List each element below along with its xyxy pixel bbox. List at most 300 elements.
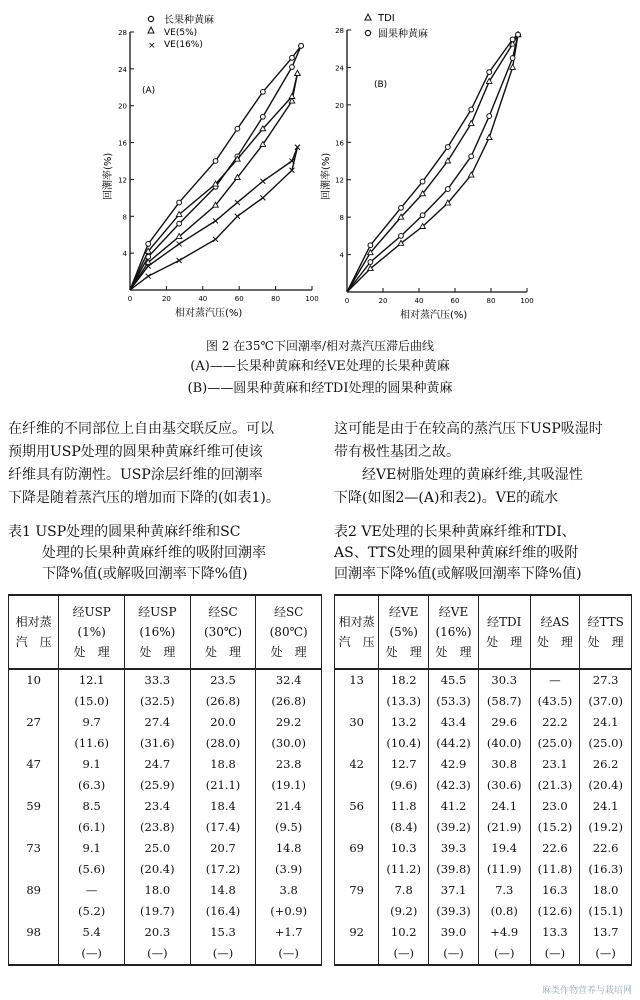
- data-point: [368, 243, 373, 248]
- table-cell: (16.3): [580, 859, 632, 880]
- legend-circle-marker: [148, 16, 153, 21]
- table-cell: (—): [190, 943, 256, 965]
- header-text: 汽 压: [338, 635, 375, 649]
- table-cell: 5.4: [59, 922, 125, 943]
- data-point: [510, 64, 516, 69]
- table-cell: (3.9): [256, 859, 322, 880]
- y-tick-label: 24: [118, 65, 127, 74]
- y-tick-label: 8: [339, 214, 344, 223]
- table-cell: 30.8: [478, 754, 530, 775]
- table1-caption: [8, 522, 326, 585]
- table-cell: [9, 691, 59, 712]
- table-cell: 42.9: [429, 754, 479, 775]
- table-row: [9, 754, 322, 775]
- y-tick-label: 20: [118, 102, 127, 111]
- table-cell: (10.4): [379, 733, 429, 754]
- panel-b-xlabel: 相对蒸汽压(%): [400, 310, 468, 321]
- table-cell: [335, 859, 379, 880]
- table-cell: (—): [429, 943, 479, 965]
- x-tick-label: 20: [378, 297, 388, 305]
- table-cell: 24.1: [580, 796, 632, 817]
- table-cell: 7.3: [478, 880, 530, 901]
- table-row: [9, 733, 322, 754]
- table-row: [335, 943, 632, 965]
- table-cell: 24.7: [125, 754, 191, 775]
- table-cell: (30.0): [256, 733, 322, 754]
- table1-caption-line: 处理的长果种黄麻纤维的吸附回潮率: [42, 545, 266, 561]
- header-text: 经VE: [438, 605, 469, 619]
- table-cell: (19.1): [256, 775, 322, 796]
- y-tick-label: 16: [335, 139, 344, 148]
- header-text: 处 理: [536, 635, 573, 649]
- table-cell: 11.8: [379, 796, 429, 817]
- body-line: 纤维具有防潮性。USP涂层纤维的回潮率: [8, 467, 263, 483]
- header-text: 经USP: [72, 605, 111, 619]
- table2-caption-line: 回潮率下降%值(或解吸回潮率下降%值): [334, 566, 582, 582]
- table-cell: —: [530, 669, 580, 691]
- table-cell: 9.1: [59, 754, 125, 775]
- table-cell: 26.2: [580, 754, 632, 775]
- table-cell: [335, 943, 379, 965]
- legend-b-0: TDI: [378, 13, 395, 24]
- data-point: [510, 37, 515, 42]
- header-text: 经SC: [208, 605, 238, 619]
- data-point: [487, 70, 492, 75]
- data-point: [290, 65, 295, 70]
- data-point: [486, 135, 492, 140]
- table-cell: 89: [9, 880, 59, 901]
- table-row: [335, 859, 632, 880]
- table-cell: 23.1: [530, 754, 580, 775]
- table-cell: (25.0): [580, 733, 632, 754]
- x-tick-label: 0: [127, 295, 133, 303]
- table-cell: 16.3: [530, 880, 580, 901]
- table-cell: 22.2: [530, 712, 580, 733]
- table-cell: (17.4): [190, 817, 256, 838]
- table-cell: +4.9: [478, 922, 530, 943]
- table-header-cell: [190, 595, 256, 669]
- body-text-left: [8, 418, 324, 510]
- table-cell: (40.0): [478, 733, 530, 754]
- table-cell: 20.0: [190, 712, 256, 733]
- table-cell: 19.4: [478, 838, 530, 859]
- table-cell: 13: [335, 669, 379, 691]
- data-point: [235, 200, 240, 205]
- table-cell: 56: [335, 796, 379, 817]
- table-cell: (26.8): [256, 691, 322, 712]
- data-point: [399, 233, 404, 238]
- table-cell: (21.9): [478, 817, 530, 838]
- table-row: [9, 712, 322, 733]
- header-text: 处 理: [385, 645, 422, 659]
- table-cell: 15.3: [190, 922, 256, 943]
- table-cell: (39.3): [429, 901, 479, 922]
- y-tick-label: 8: [122, 213, 127, 222]
- header-text: (30℃): [203, 625, 243, 639]
- y-tick-label: 4: [122, 250, 127, 259]
- table1-caption-line: 表1 USP处理的圆果种黄麻纤维和SC: [8, 524, 241, 540]
- data-point: [469, 154, 474, 159]
- x-tick-label: 40: [414, 297, 424, 305]
- table-cell: +1.7: [256, 922, 322, 943]
- table-cell: [335, 733, 379, 754]
- panel-b-ylabel: 回潮率(%): [321, 152, 332, 200]
- table-cell: 41.2: [429, 796, 479, 817]
- table-cell: 18.4: [190, 796, 256, 817]
- table-cell: (0.8): [478, 901, 530, 922]
- table-cell: (—): [580, 943, 632, 965]
- legend-circle-marker: [365, 30, 370, 35]
- table-cell: (32.5): [125, 691, 191, 712]
- table-cell: (11.2): [379, 859, 429, 880]
- table-row: [335, 775, 632, 796]
- data-point: [177, 200, 182, 205]
- x-tick-label: 100: [520, 297, 534, 305]
- table-cell: (5.6): [59, 859, 125, 880]
- table-cell: 29.6: [478, 712, 530, 733]
- header-text: 经TDI: [487, 615, 522, 629]
- header-text: (16%): [435, 625, 472, 639]
- table-cell: (—): [256, 943, 322, 965]
- table-row: [9, 880, 322, 901]
- table-header-cell: [335, 595, 379, 669]
- table-cell: (—): [530, 943, 580, 965]
- table-cell: (+0.9): [256, 901, 322, 922]
- table-cell: (—): [478, 943, 530, 965]
- header-text: (80℃): [269, 625, 308, 639]
- table-cell: 27: [9, 712, 59, 733]
- series-line: [130, 46, 301, 290]
- data-point: [487, 114, 492, 119]
- table-row: [9, 922, 322, 943]
- data-point: [235, 214, 240, 219]
- series-line: [130, 46, 301, 290]
- table-cell: (20.4): [125, 859, 191, 880]
- table-header-cell: [429, 595, 479, 669]
- data-point: [468, 172, 474, 177]
- table-cell: (39.8): [429, 859, 479, 880]
- table-cell: 47: [9, 754, 59, 775]
- data-point: [510, 56, 515, 61]
- table-cell: 73: [9, 838, 59, 859]
- table-cell: (23.8): [125, 817, 191, 838]
- table-cell: 29.2: [256, 712, 322, 733]
- y-tick-label: 20: [335, 101, 344, 110]
- table-cell: (39.2): [429, 817, 479, 838]
- table-cell: 27.3: [580, 669, 632, 691]
- table-cell: (6.3): [59, 775, 125, 796]
- y-tick-label: 4: [339, 251, 344, 260]
- figure-caption-a: (A)——长果种黄麻和经VE处理的长果种黄麻: [190, 359, 450, 374]
- header-text: (1%): [77, 625, 106, 639]
- table2-caption-line: AS、TTS处理的圆果种黄麻纤维的吸附: [334, 545, 579, 561]
- legend-triangle-marker: [148, 27, 154, 33]
- panel-b-label: (B): [374, 80, 388, 90]
- table-cell: (6.1): [59, 817, 125, 838]
- table-row: [335, 733, 632, 754]
- table-cell: (—): [59, 943, 125, 965]
- table-cell: (11.6): [59, 733, 125, 754]
- table-cell: 37.1: [429, 880, 479, 901]
- table-cell: 30.3: [478, 669, 530, 691]
- table-cell: (19.2): [580, 817, 632, 838]
- table-cell: (17.2): [190, 859, 256, 880]
- table-cell: 18.0: [580, 880, 632, 901]
- header-text: 处 理: [270, 645, 307, 659]
- y-tick-label: 16: [118, 139, 127, 148]
- table-cell: 14.8: [256, 838, 322, 859]
- table-cell: 10.3: [379, 838, 429, 859]
- table-cell: (31.6): [125, 733, 191, 754]
- table-cell: (9.5): [256, 817, 322, 838]
- table-cell: 45.5: [429, 669, 479, 691]
- table-cell: 27.4: [125, 712, 191, 733]
- header-text: 处 理: [435, 645, 472, 659]
- table-row: [335, 669, 632, 691]
- panel-b-legend: [365, 13, 428, 40]
- table-cell: [9, 733, 59, 754]
- body-line: 这可能是由于在较高的蒸汽压下USP吸湿时: [334, 421, 603, 437]
- figure-caption-title: 图 2 在35℃下回潮率/相对蒸汽压滞后曲线: [205, 339, 434, 353]
- header-text: 处 理: [204, 645, 241, 659]
- table-cell: 20.7: [190, 838, 256, 859]
- table-cell: 12.1: [59, 669, 125, 691]
- data-point: [260, 195, 265, 200]
- table-cell: [335, 817, 379, 838]
- table-header-cell: [478, 595, 530, 669]
- legend-triangle-marker: [365, 14, 371, 20]
- table-cell: 39.0: [429, 922, 479, 943]
- table-header-cell: [9, 595, 59, 669]
- y-tick-label: 12: [118, 176, 127, 185]
- table-cell: 92: [335, 922, 379, 943]
- data-point: [420, 213, 425, 218]
- header-text: 处 理: [73, 645, 110, 659]
- table-cell: 10: [9, 669, 59, 691]
- data-point: [420, 179, 425, 184]
- data-point: [146, 242, 151, 247]
- body-line: 预期用USP处理的圆果种黄麻纤维可使该: [8, 444, 263, 460]
- legend-a-1: VE(5%): [164, 28, 198, 38]
- table-header-cell: [379, 595, 429, 669]
- legend-cross-marker: ×: [148, 41, 156, 51]
- table-row: [9, 796, 322, 817]
- x-tick-label: 80: [486, 297, 496, 305]
- table-row: [9, 859, 322, 880]
- table-cell: 23.4: [125, 796, 191, 817]
- table-row: [9, 691, 322, 712]
- table-cell: (21.3): [530, 775, 580, 796]
- table-cell: 24.1: [580, 712, 632, 733]
- x-tick-label: 60: [234, 295, 244, 303]
- table-cell: 59: [9, 796, 59, 817]
- table-cell: 23.0: [530, 796, 580, 817]
- table-cell: (43.5): [530, 691, 580, 712]
- data-point: [295, 70, 301, 75]
- y-tick-label: 12: [335, 176, 344, 185]
- header-text: 相对蒸: [15, 615, 52, 629]
- table-row: [335, 754, 632, 775]
- data-point: [299, 43, 304, 48]
- table-cell: 22.6: [530, 838, 580, 859]
- table-cell: 8.5: [59, 796, 125, 817]
- data-point: [445, 187, 450, 192]
- table-row: [9, 901, 322, 922]
- y-tick-label: 24: [335, 64, 344, 73]
- table-cell: 30: [335, 712, 379, 733]
- data-point: [146, 274, 151, 279]
- data-point: [177, 241, 182, 246]
- table-cell: 9.7: [59, 712, 125, 733]
- table-cell: 3.8: [256, 880, 322, 901]
- panel-a-label: (A): [142, 86, 156, 96]
- table-cell: 23.5: [190, 669, 256, 691]
- body-line: 下降(如图2—(A)和表2)。VE的疏水: [334, 490, 559, 506]
- y-tick-label: 28: [118, 29, 127, 37]
- table-cell: (16.4): [190, 901, 256, 922]
- data-point: [290, 55, 295, 60]
- data-point: [260, 114, 265, 119]
- table-cell: [335, 775, 379, 796]
- table-cell: 7.8: [379, 880, 429, 901]
- series-line: [130, 73, 297, 290]
- table-cell: (5.2): [59, 901, 125, 922]
- table-cell: (30.6): [478, 775, 530, 796]
- panel-b-chart: [335, 27, 534, 305]
- table-cell: [9, 817, 59, 838]
- table-header-cell: [580, 595, 632, 669]
- y-tick-label: 28: [335, 27, 344, 35]
- table-header-cell: [59, 595, 125, 669]
- table-cell: (28.0): [190, 733, 256, 754]
- table-cell: (58.7): [478, 691, 530, 712]
- x-tick-label: 20: [161, 295, 171, 303]
- table1-caption-line: 下降%值(或解吸回潮率下降%值): [42, 566, 248, 582]
- data-point: [213, 237, 218, 242]
- panel-a-xlabel: 相对蒸汽压(%): [175, 308, 243, 319]
- table-cell: [9, 859, 59, 880]
- header-text: 汽 压: [15, 635, 52, 649]
- table-row: [9, 669, 322, 691]
- table-row: [335, 796, 632, 817]
- body-line: 在纤维的不同部位上自由基交联反应。可以: [8, 421, 274, 437]
- panel-a-chart: [118, 29, 319, 303]
- table-row: [335, 901, 632, 922]
- table-cell: (—): [379, 943, 429, 965]
- body-text-right: [334, 418, 634, 510]
- table-cell: 32.4: [256, 669, 322, 691]
- data-point: [469, 107, 474, 112]
- header-text: 相对蒸: [338, 615, 375, 629]
- header-text: (16%): [139, 625, 176, 639]
- table-row: [9, 775, 322, 796]
- table-row: [335, 712, 632, 733]
- table-header-cell: [125, 595, 191, 669]
- table-cell: 13.7: [580, 922, 632, 943]
- legend-b-1: 圆果种黄麻: [378, 29, 428, 40]
- series-line: [130, 73, 297, 290]
- header-text: 处 理: [486, 635, 523, 649]
- table-cell: 21.4: [256, 796, 322, 817]
- table-cell: (20.4): [580, 775, 632, 796]
- table2: [334, 594, 632, 966]
- data-point: [368, 260, 373, 265]
- table-cell: (9.2): [379, 901, 429, 922]
- table-cell: 9.1: [59, 838, 125, 859]
- data-point: [260, 89, 265, 94]
- table-cell: 13.3: [530, 922, 580, 943]
- table-row: [335, 838, 632, 859]
- table-cell: (11.9): [478, 859, 530, 880]
- legend-a-0: 长果种黄麻: [164, 15, 214, 26]
- table-cell: (53.3): [429, 691, 479, 712]
- header-text: 经SC: [273, 605, 304, 619]
- table-cell: 22.6: [580, 838, 632, 859]
- table-cell: 33.3: [125, 669, 191, 691]
- panel-a-ylabel: 回潮率(%): [103, 152, 114, 200]
- header-text: 经USP: [138, 605, 177, 619]
- table-row: [335, 880, 632, 901]
- table-header-cell: [530, 595, 580, 669]
- table-cell: 20.3: [125, 922, 191, 943]
- table-cell: (8.4): [379, 817, 429, 838]
- legend-a-2: VE(16%): [164, 40, 203, 50]
- header-text: 经AS: [540, 615, 570, 629]
- body-line: 带有极性基团之故。: [334, 444, 460, 460]
- data-point: [516, 32, 521, 37]
- table-cell: 39.3: [429, 838, 479, 859]
- table-cell: 23.8: [256, 754, 322, 775]
- table-cell: [9, 901, 59, 922]
- table-row: [9, 817, 322, 838]
- header-text: 经TTS: [587, 615, 624, 629]
- table-cell: 43.4: [429, 712, 479, 733]
- data-point: [468, 121, 474, 126]
- table-cell: [335, 691, 379, 712]
- table-cell: 18.8: [190, 754, 256, 775]
- data-point: [235, 126, 240, 131]
- header-text: 处 理: [139, 645, 176, 659]
- table-cell: (12.6): [530, 901, 580, 922]
- table-cell: 13.2: [379, 712, 429, 733]
- table1: [8, 594, 322, 966]
- table-cell: (25.9): [125, 775, 191, 796]
- watermark: 麻类作物营养与栽培网: [541, 986, 632, 996]
- data-point: [213, 218, 218, 223]
- table-cell: 25.0: [125, 838, 191, 859]
- table-cell: 24.1: [478, 796, 530, 817]
- table-cell: (25.0): [530, 733, 580, 754]
- table-cell: (11.8): [530, 859, 580, 880]
- header-text: 经VE: [388, 605, 419, 619]
- x-tick-label: 80: [271, 295, 281, 303]
- table-cell: [9, 775, 59, 796]
- table-cell: (44.2): [429, 733, 479, 754]
- data-point: [177, 258, 182, 263]
- table-cell: 69: [335, 838, 379, 859]
- table-cell: 18.0: [125, 880, 191, 901]
- figure-caption: [0, 336, 640, 400]
- table-cell: (15.1): [580, 901, 632, 922]
- table-cell: 98: [9, 922, 59, 943]
- data-point: [260, 179, 265, 184]
- table-header-cell: [256, 595, 322, 669]
- x-tick-label: 40: [198, 295, 208, 303]
- table-cell: —: [59, 880, 125, 901]
- table-cell: (9.6): [379, 775, 429, 796]
- table-cell: 18.2: [379, 669, 429, 691]
- table-cell: (42.3): [429, 775, 479, 796]
